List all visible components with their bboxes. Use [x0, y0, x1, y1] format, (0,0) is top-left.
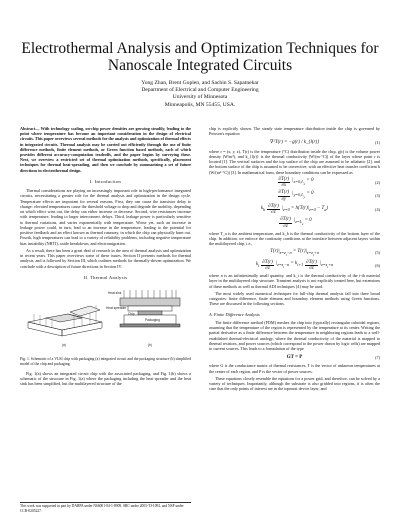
right-column [209, 40, 380, 394]
equation-6-number: (6) [375, 262, 380, 268]
figure-1a-package [28, 305, 102, 336]
label-chip: Chip [128, 312, 135, 317]
figure-1-caption: Fig. 1. Schematic of a VLSI chip with packaging (a) integrated circuit and the packaging structure (b) simplified model of the chip and packaging. [20, 357, 191, 366]
equation-1-number: (1) [375, 139, 380, 145]
subsection-heading-fdm: A. Finite Difference Analysis [209, 311, 260, 317]
paper-title: Electrothermal Analysis and Optimization Techniques for Nanoscale Integrated Circuits [21, 40, 379, 74]
boundary-equations [209, 177, 380, 229]
footnote: This work was supported in part by DARPA under N66001-04-1-8909, SRC under 2003-TJ-1092, and NSF under CCR-0205227. [20, 502, 191, 513]
affiliation-line-3: Minneapolis, MN 55455, USA. [164, 101, 236, 108]
right-paragraph-8: These equations closely resemble the equations for a power grid, and therefore, can be solved by a variety of techniques. Importantly, although the substrate is also gridded into regions, it is often the case that the only points of interest are in the topmost device layer, and [209, 375, 380, 392]
right-paragraph-2: where r = (x, y, z), T(r) is the temperature (°C) distribution inside the chip, g(r) is the volume power density (W/m³), and k_{l(r)} is the thermal conductivity (W/(m·°C)) of the layer where point r is located [1]. The vertical surfaces and the top surface of the chip are assumed to be adiabatic [2], and the bottom surface of the chip is assumed to be convective, with an effective heat transfer coefficient h (W/(m²·°C)) [3]. In mathematical form, these boundary conditions can be expressed as [209, 148, 380, 175]
equation-4b: $\frac{\partial T(r)}{\partial z}$ $|_{z=L_z} = 0$ [280, 217, 312, 229]
equation-1-body: ∇²T(r) = −g(r) / k_{l(r)} [269, 139, 320, 145]
left-column [20, 126, 191, 388]
right-paragraph-6: The finite difference method (FDM) meshes the chip into (typically) rectangular cuboidal regions, assuming that the temperature of the region is represented by the temperature at its center. Writing the partial derivative as a finite difference between the temperature in neighboring regions leads to a well-established thermal-electrical analogy, where the thermal conductivity of the material is mapped to thermal resistors, and power sources (which correspond to the power drawn by logic cells) are mapped to current sources. This leads to a formulation of the type [209, 319, 380, 352]
thermal-paragraph-1: Fig. 1(a) shows an integrated circuit chip with the associated packaging, and Fig. 1(b) shows a schematic of the structure in Fig. 1(a) where the packaging including the heat spreader and the heat sink has been simplified, but the multilayered structure of the [20, 370, 191, 387]
equation-7 [209, 353, 380, 361]
equation-6: $k_i$ $\frac{\partial T(r)}{\partial z}$ $|_{z=z_i-n} = k_{i+1}$ $\frac{\partial T(r)}{\partial z}$ $|_{z=z_i+n}$ (6) [255, 259, 380, 271]
right-paragraph-3: where T_a is the ambient temperature, and k_b is the thermal conductivity of the bottom layer of the chip. In addition, we enforce the continuity conditions at the interface between adjacent layers within the multilayered chip, i.e., [209, 230, 380, 247]
section-heading-introduction: I. Introduction [89, 178, 122, 184]
right-paragraph-1: chip is explicitly shown. The steady state temperature distribution inside the chip is governed by Poisson's equation [209, 126, 380, 137]
author-names: Yong Zhan, Brent Goplen, and Sachin S. Sapatnekar [141, 80, 259, 86]
abstract: Abstract— With technology scaling, on-chip power densities are growing steadily, leading to the point where temperature has become an important consideration in the design of electrical circuits. This paper overviews several methods for the analysis and optimization of thermal effects in integrated circuits. Thermal analysis may be carried out efficiently through the use of finite difference methods, finite element methods, or Green function based methods, each of which provides different accuracy-computation tradeoffs, and the paper begins by surveying these. Next, we overview a restricted set of thermal optimization methods, specifically, placement techniques for thermal heat-spreading, and then we conclude by summarizing a set of future directions in electrothermal design. [20, 126, 191, 173]
equation-5: $T(r)|_{z=z_i-n} = T(r)|_{z=z_i+n}$ (5) [270, 248, 380, 257]
continuity-equations [209, 249, 380, 272]
equation-3: $\frac{\partial T(r)}{\partial y}$ $|_{y=0,L_y} = 0$ (3) [278, 190, 380, 202]
label-sub-a: (a) [62, 343, 66, 348]
equation-5-number: (5) [375, 250, 380, 256]
equation-1 [209, 139, 380, 147]
equation-7-body: GT = P [286, 354, 303, 360]
equation-3-number: (3) [375, 193, 380, 199]
equation-4-number: (4) [375, 206, 380, 212]
affiliation-line-2: University of Minnesota [172, 94, 228, 101]
equation-7-number: (7) [375, 354, 380, 360]
affiliation-line-1: Department of Electrical and Computer Engineering [141, 87, 259, 94]
right-paragraph-4: where n is an infinitesimally small quantity, and k_i is the thermal conductivity of the i-th material layer in the multilayered chip structure. Transient analysis is not explicitly treated here, but extensions of these methods as well as thermal ADI techniques [4] may be used. [209, 273, 380, 289]
figure-1-chip-packaging [20, 284, 191, 354]
equation-2: $\frac{\partial T(r)}{\partial x}$ $|_{x=0,L_x} = 0$ (2) [278, 176, 380, 188]
section-heading-thermal-analysis: II. Thermal Analysis [83, 274, 128, 280]
intro-paragraph-2: As a result, there has been a great deal of research in the area of thermal analysis and optimization in recent years. This paper overviews some of these issues. Section II presents methods for thermal analysis, and is followed by Section III, which outlines methods for thermally-driven optimization. We conclude with a description of future directions in Section IV. [20, 247, 191, 269]
intro-paragraph-1: Thermal considerations are playing an increasingly important role in high-performance integrated circuits, necessitating a greater role for the thermal analysis and optimization in the design cycle. Temperature effects are important for several reasons. First, they can cause the transistor delay to change: elevated temperatures cause the threshold voltage to drop and degrade the mobility, depending on which effect wins out, the delay can either increase or decrease. Second, wire resistances increase with temperature, leading to larger interconnect delays. Third, leakage power is particularly sensitive to thermal variations, and varies exponentially with temperature. Worse yet, such an increase in leakage power could, in turn, lead to an increase in the temperature, leading to the potential for positive feedback and an effect known as thermal runaway, in which the chip can physically burn out. Fourth, high temperatures can lead to a variety of reliability problems, including negative temperature bias instability (NBTI), oxide breakdown, and electromigration. [20, 188, 191, 246]
right-paragraph-7: where G is the conductance matrix of thermal resistances, T is the vector of unknown temperatures at the center of each region, and P is the vector of power sources. [209, 363, 380, 374]
label-heat-spreader: Heat spreader [106, 306, 127, 311]
label-sub-b: (b) [148, 343, 152, 348]
right-paragraph-5: The most widely used numerical techniques for full-chip thermal analysis fall into three broad categories: finite difference, finite element and boundary element methods using Green functions. These are discussed in the following sections. [209, 290, 380, 307]
equation-4: $k_b$ $\frac{\partial T(r)}{\partial z}$ $|_{z=0} = h(T(r)|_{z=0} - T_a)$ (4) [260, 203, 380, 215]
label-heat-sink: Heat sink [108, 291, 122, 296]
equation-2-number: (2) [375, 179, 380, 185]
label-packaging: Packaging [145, 318, 160, 323]
